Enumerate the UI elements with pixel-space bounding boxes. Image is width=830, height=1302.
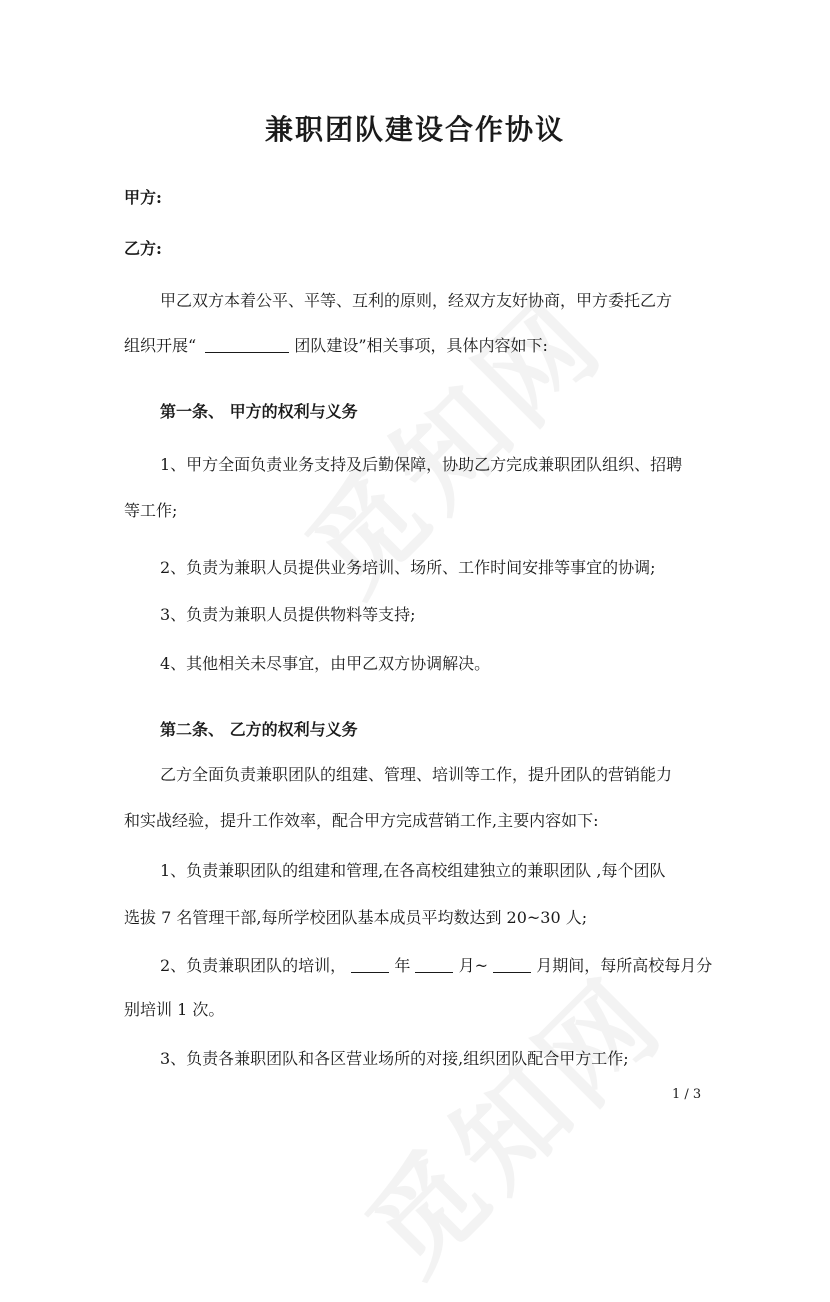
article-2-item-2-cont: 别培训 1 次。 xyxy=(124,1000,225,1019)
blank-field xyxy=(493,957,531,973)
item-text: 月期间，每所高校每月分 xyxy=(536,956,713,975)
intro-text: 团队建设”相关事项，具体内容如下: xyxy=(294,336,548,355)
article-1-item-2: 2、负责为兼职人员提供业务培训、场所、工作时间安排等事宜的协调; xyxy=(160,558,656,577)
article-2-item-1-cont: 选拔 7 名管理干部,每所学校团队基本成员平均数达到 20~30 人; xyxy=(124,908,588,927)
party-b-label: 乙方: xyxy=(124,239,162,258)
article-2-item-2 xyxy=(160,953,712,976)
party-a-label: 甲方: xyxy=(124,188,162,207)
article-1-item-1-cont: 等工作; xyxy=(124,501,178,520)
article-1-item-3: 3、负责为兼职人员提供物料等支持; xyxy=(160,605,416,624)
item-text: 月~ xyxy=(458,956,488,975)
article-1-heading: 第一条、 甲方的权利与义务 xyxy=(160,402,358,421)
blank-field xyxy=(205,337,289,353)
blank-field xyxy=(351,957,389,973)
document-title: 兼职团队建设合作协议 xyxy=(264,113,565,146)
intro-text: 组织开展“ xyxy=(124,336,197,355)
article-2-intro-cont: 和实战经验，提升工作效率，配合甲方完成营销工作,主要内容如下: xyxy=(124,811,599,830)
article-2-item-1: 1、负责兼职团队的组建和管理,在各高校组建独立的兼职团队 ,每个团队 xyxy=(160,861,666,880)
article-1-item-1: 1、甲方全面负责业务支持及后勤保障，协助乙方完成兼职团队组织、招聘 xyxy=(160,455,683,474)
article-2-item-3: 3、负责各兼职团队和各区营业场所的对接,组织团队配合甲方工作; xyxy=(160,1049,629,1068)
intro-paragraph: 甲乙双方本着公平、平等、互利的原则，经双方友好协商，甲方委托乙方 xyxy=(160,291,673,310)
watermark xyxy=(327,936,693,1302)
article-2-heading: 第二条、 乙方的权利与义务 xyxy=(160,720,358,739)
item-text: 2、负责兼职团队的培训， xyxy=(160,956,347,975)
intro-paragraph-line2 xyxy=(124,333,548,356)
page-number: 1 / 3 xyxy=(672,1087,702,1102)
blank-field xyxy=(415,957,453,973)
article-1-item-4: 4、其他相关未尽事宜，由甲乙双方协调解决。 xyxy=(160,654,491,673)
article-2-intro: 乙方全面负责兼职团队的组建、管理、培训等工作，提升团队的营销能力 xyxy=(160,765,673,784)
item-text: 年 xyxy=(394,956,411,975)
